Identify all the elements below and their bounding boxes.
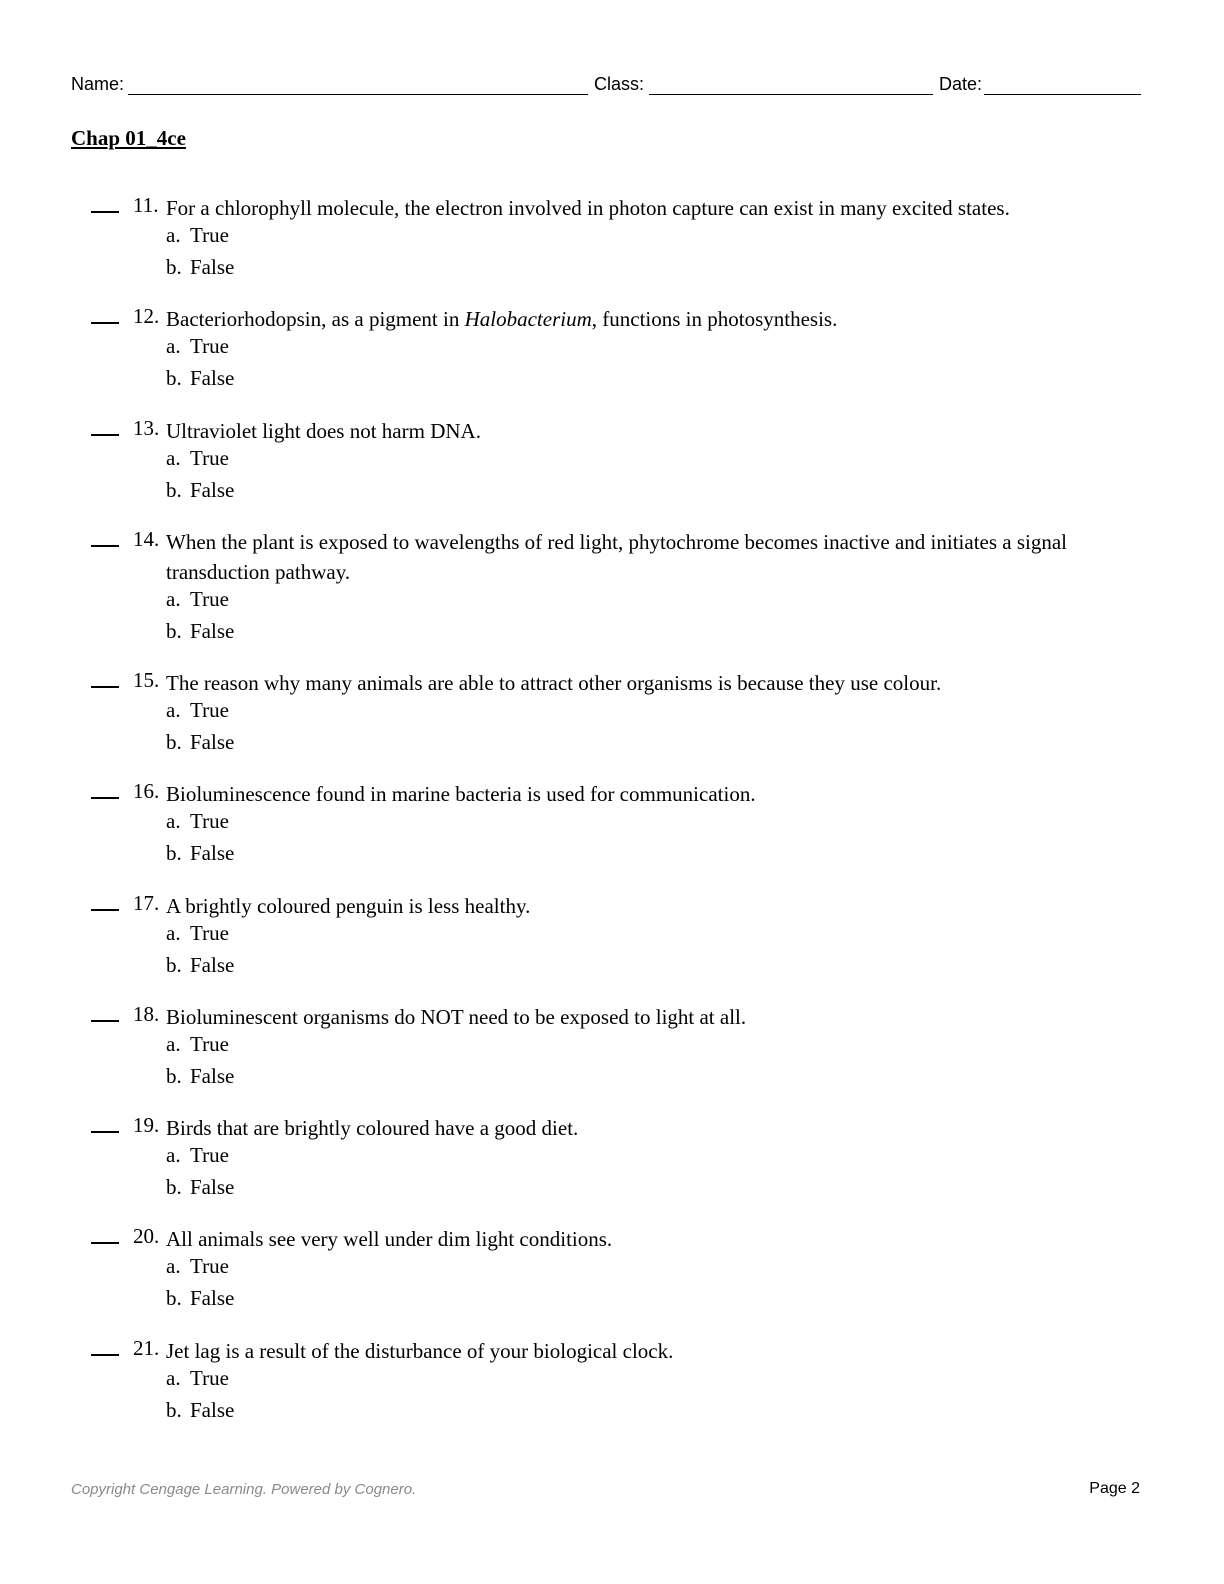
option-a: a. True (166, 446, 229, 470)
question-text: Bioluminescence found in marine bacteria is used for communication. (166, 782, 756, 806)
page-number: Page 2 (1089, 1480, 1140, 1497)
question-number: 16. (133, 779, 160, 803)
option-a: a. True (166, 223, 229, 247)
option-a: a. True (166, 1254, 229, 1278)
option-b: b. False (166, 730, 235, 754)
question-text: Bacteriorhodopsin, as a pigment in Halobacterium, functions in photosynthesis. (166, 307, 838, 331)
option-a: a. True (166, 587, 229, 611)
answer-blank[interactable] (91, 1020, 119, 1022)
option-b: b. False (166, 619, 235, 643)
question-number: 17. (133, 891, 160, 915)
question-text: All animals see very well under dim light conditions. (166, 1227, 613, 1251)
date-line[interactable] (984, 94, 1141, 95)
species-name: Halobacterium (464, 307, 592, 331)
answer-blank[interactable] (91, 1131, 119, 1133)
option-b: b. False (166, 1398, 235, 1422)
question-text: The reason why many animals are able to attract other organisms is because they use colour. (166, 671, 942, 695)
answer-blank[interactable] (91, 545, 119, 547)
option-a: a. True (166, 1032, 229, 1056)
question-text: A brightly coloured penguin is less healthy. (166, 894, 531, 918)
question-number: 13. (133, 416, 160, 440)
question-text: Bioluminescent organisms do NOT need to be exposed to light at all. (166, 1005, 747, 1029)
option-b: b. False (166, 953, 235, 977)
question-text: Jet lag is a result of the disturbance of your biological clock. (166, 1339, 674, 1363)
question-number: 20. (133, 1224, 160, 1248)
option-a: a. True (166, 1366, 229, 1390)
chapter-title: Chap 01_4ce (71, 126, 186, 150)
answer-blank[interactable] (91, 322, 119, 324)
answer-blank[interactable] (91, 1242, 119, 1244)
option-a: a. True (166, 698, 229, 722)
class-line[interactable] (649, 94, 933, 95)
question-text: Birds that are brightly coloured have a good diet. (166, 1116, 579, 1140)
option-b: b. False (166, 1064, 235, 1088)
date-label: Date: (939, 74, 983, 94)
name-line[interactable] (128, 94, 588, 95)
option-b: b. False (166, 841, 235, 865)
header (71, 72, 1141, 98)
question-text: When the plant is exposed to wavelengths of red light, phytochrome becomes inactive and initiates a signal transduction pathway. (166, 530, 1068, 584)
footer-copyright: Copyright Cengage Learning. Powered by Cognero. (71, 1481, 417, 1498)
option-a: a. True (166, 921, 229, 945)
option-b: b. False (166, 1286, 235, 1310)
answer-blank[interactable] (91, 909, 119, 911)
option-a: a. True (166, 1143, 229, 1167)
question-number: 11. (133, 193, 159, 217)
question-number: 15. (133, 668, 160, 692)
question-number: 14. (133, 527, 160, 551)
option-b: b. False (166, 255, 235, 279)
question-text: Ultraviolet light does not harm DNA. (166, 419, 481, 443)
question-number: 19. (133, 1113, 160, 1137)
option-a: a. True (166, 334, 229, 358)
answer-blank[interactable] (91, 686, 119, 688)
answer-blank[interactable] (91, 211, 119, 213)
answer-blank[interactable] (91, 1354, 119, 1356)
name-label: Name: (71, 74, 125, 94)
option-b: b. False (166, 1175, 235, 1199)
answer-blank[interactable] (91, 797, 119, 799)
option-b: b. False (166, 478, 235, 502)
class-label: Class: (594, 74, 645, 94)
question-number: 21. (133, 1336, 160, 1360)
answer-blank[interactable] (91, 434, 119, 436)
option-b: b. False (166, 366, 235, 390)
question-text: For a chlorophyll molecule, the electron involved in photon capture can exist in many excited states. (166, 196, 1010, 220)
question-number: 18. (133, 1002, 160, 1026)
question-number: 12. (133, 304, 160, 328)
option-a: a. True (166, 809, 229, 833)
